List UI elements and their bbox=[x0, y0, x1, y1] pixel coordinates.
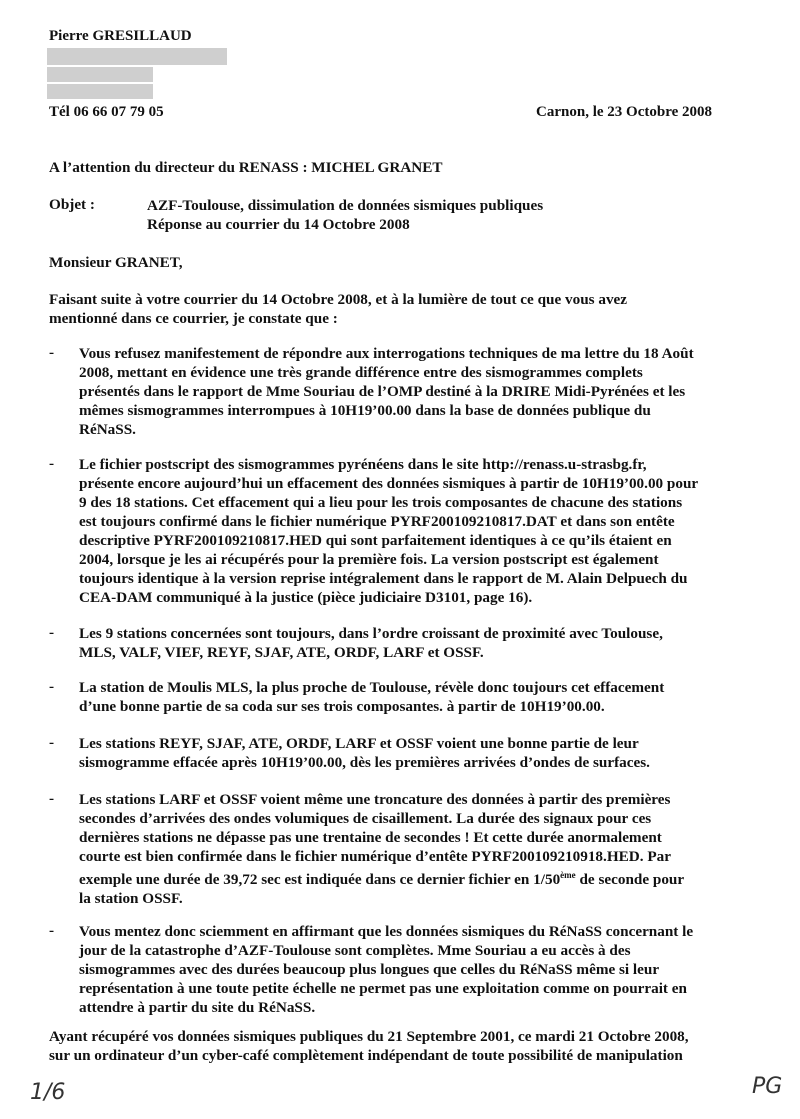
bullet-marker: - bbox=[49, 790, 55, 807]
sender-phone: Tél 06 66 07 79 05 bbox=[49, 104, 164, 120]
bullet-item-moulis bbox=[79, 678, 664, 716]
closing-line: sur un ordinateur d’un cyber-café complètement indépendant de toute possibilité de manipulation bbox=[49, 1047, 683, 1064]
bullet-line: toujours identique à la version reprise intégralement dans le rapport de M. Alain Delpuech du bbox=[79, 570, 688, 587]
bullet-marker: - bbox=[49, 624, 55, 641]
bullet-item-lies bbox=[79, 922, 693, 1017]
place-date: Carnon, le 23 Octobre 2008 bbox=[536, 104, 712, 120]
bullet-line: la station OSSF. bbox=[79, 890, 183, 907]
bullet-line: d’une bonne partie de sa coda sur ses trois composantes. à partir de 10H19’00.00. bbox=[79, 698, 605, 715]
bullet-item-refusal bbox=[79, 344, 694, 439]
subject-line: Réponse au courrier du 14 Octobre 2008 bbox=[147, 216, 410, 233]
subject-text bbox=[147, 196, 543, 234]
redacted-address-line-2 bbox=[47, 67, 153, 82]
bullet-line: Les stations LARF et OSSF voient même une troncature des données à partir des premières bbox=[79, 791, 671, 808]
subject-line: AZF-Toulouse, dissimulation de données sismiques publiques bbox=[147, 197, 544, 214]
sup-line-after: de seconde pour bbox=[575, 871, 685, 888]
bullet-line: Vous refusez manifestement de répondre aux interrogations techniques de ma lettre du 18 Août bbox=[79, 345, 694, 362]
sender-name: Pierre GRESILLAUD bbox=[49, 28, 192, 44]
redacted-address-line-3 bbox=[47, 84, 153, 99]
bullet-line: représentation à une toute petite échelle ne permet pas une exploitation comme on pourrait en bbox=[79, 980, 687, 997]
attention-line: A l’attention du directeur du RENASS : MICHEL GRANET bbox=[49, 159, 443, 176]
bullet-line: secondes d’arrivées des ondes volumiques de cisaillement. La durée des signaux pour ces bbox=[79, 810, 652, 827]
bullet-marker: - bbox=[49, 734, 55, 751]
salutation: Monsieur GRANET, bbox=[49, 254, 183, 271]
bullet-line: 2004, lorsque je les ai récupérés pour la première fois. La version postscript est également bbox=[79, 551, 659, 568]
bullet-line: Les 9 stations concernées sont toujours, dans l’ordre croissant de proximité avec Toulouse, bbox=[79, 625, 663, 642]
intro-line: Faisant suite à votre courrier du 14 Octobre 2008, et à la lumière de tout ce que vous avez bbox=[49, 291, 628, 308]
bullet-item-reyf bbox=[79, 734, 650, 772]
superscript: ème bbox=[560, 870, 576, 880]
bullet-item-postscript bbox=[79, 455, 698, 607]
bullet-line: sismogramme effacée après 10H19’00.00, dès les premières arrivées d’ondes de surfaces. bbox=[79, 754, 650, 771]
bullet-line: attendre à partir du site du RéNaSS. bbox=[79, 999, 316, 1016]
intro-paragraph bbox=[49, 290, 627, 328]
bullet-line: courte est bien confirmée dans le fichier numérique d’entête PYRF200109210918.HED. Par bbox=[79, 848, 671, 865]
subject-label: Objet : bbox=[49, 196, 95, 213]
bullet-line: CEA-DAM communiqué à la justice (pièce judiciaire D3101, page 16). bbox=[79, 589, 533, 606]
bullet-line: 9 des 18 stations. Cet effacement qui a lieu pour les trois composantes de chacune des stations bbox=[79, 494, 683, 511]
bullet-line: RéNaSS. bbox=[79, 421, 136, 438]
handwritten-initials: PG bbox=[752, 1074, 783, 1099]
bullet-line: présentés dans le rapport de Mme Souriau de l’OMP destiné à la DRIRE Midi-Pyrénées et les bbox=[79, 383, 686, 400]
bullet-line: Le fichier postscript des sismogrammes pyrénéens dans le site http://renass.u-strasbg.fr, bbox=[79, 456, 647, 473]
redacted-address-line-1 bbox=[47, 48, 227, 65]
handwritten-page-number: 1/6 bbox=[30, 1080, 66, 1105]
bullet-line: La station de Moulis MLS, la plus proche de Toulouse, révèle donc toujours cet effacement bbox=[79, 679, 665, 696]
bullet-line: Les stations REYF, SJAF, ATE, ORDF, LARF et OSSF voient une bonne partie de leur bbox=[79, 735, 639, 752]
bullet-line-with-superscript bbox=[79, 866, 684, 889]
bullet-line: est toujours confirmé dans le fichier numérique PYRF200109210817.DAT et dans son entête bbox=[79, 513, 675, 530]
bullet-line: jour de la catastrophe d’AZF-Toulouse sont complètes. Mme Souriau a eu accès à des bbox=[79, 942, 631, 959]
bullet-marker: - bbox=[49, 344, 55, 361]
bullet-line: mêmes sismogrammes interrompues à 10H19’00.00 dans la base de données publique du bbox=[79, 402, 651, 419]
bullet-item-stations bbox=[79, 624, 663, 662]
bullet-line: 2008, mettant en évidence une très grande différence entre des sismogrammes complets bbox=[79, 364, 643, 381]
closing-line: Ayant récupéré vos données sismiques publiques du 21 Septembre 2001, ce mardi 21 Octobre 2008, bbox=[49, 1028, 689, 1045]
bullet-line: dernières stations ne dépasse pas une trentaine de secondes ! Et cette durée anormalement bbox=[79, 829, 662, 846]
closing-paragraph bbox=[49, 1027, 689, 1065]
bullet-line: présente encore aujourd’hui un effacement des données sismiques à partir de 10H19’00.00 pour bbox=[79, 475, 699, 492]
bullet-marker: - bbox=[49, 455, 55, 472]
bullet-line: Vous mentez donc sciemment en affirmant que les données sismiques du RéNaSS concernant le bbox=[79, 923, 694, 940]
sup-line-before: exemple une durée de 39,72 sec est indiquée dans ce dernier fichier en 1/50 bbox=[79, 871, 561, 888]
bullet-marker: - bbox=[49, 678, 55, 695]
bullet-line: sismogrammes avec des durées beaucoup plus longues que celles du RéNaSS même si leur bbox=[79, 961, 660, 978]
intro-line: mentionné dans ce courrier, je constate que : bbox=[49, 310, 338, 327]
bullet-line: MLS, VALF, VIEF, REYF, SJAF, ATE, ORDF, LARF et OSSF. bbox=[79, 644, 484, 661]
bullet-item-larf-ossf bbox=[79, 790, 684, 908]
bullet-marker: - bbox=[49, 922, 55, 939]
bullet-line: descriptive PYRF200109210817.HED qui sont parfaitement identiques à ce qu’ils étaient en bbox=[79, 532, 672, 549]
